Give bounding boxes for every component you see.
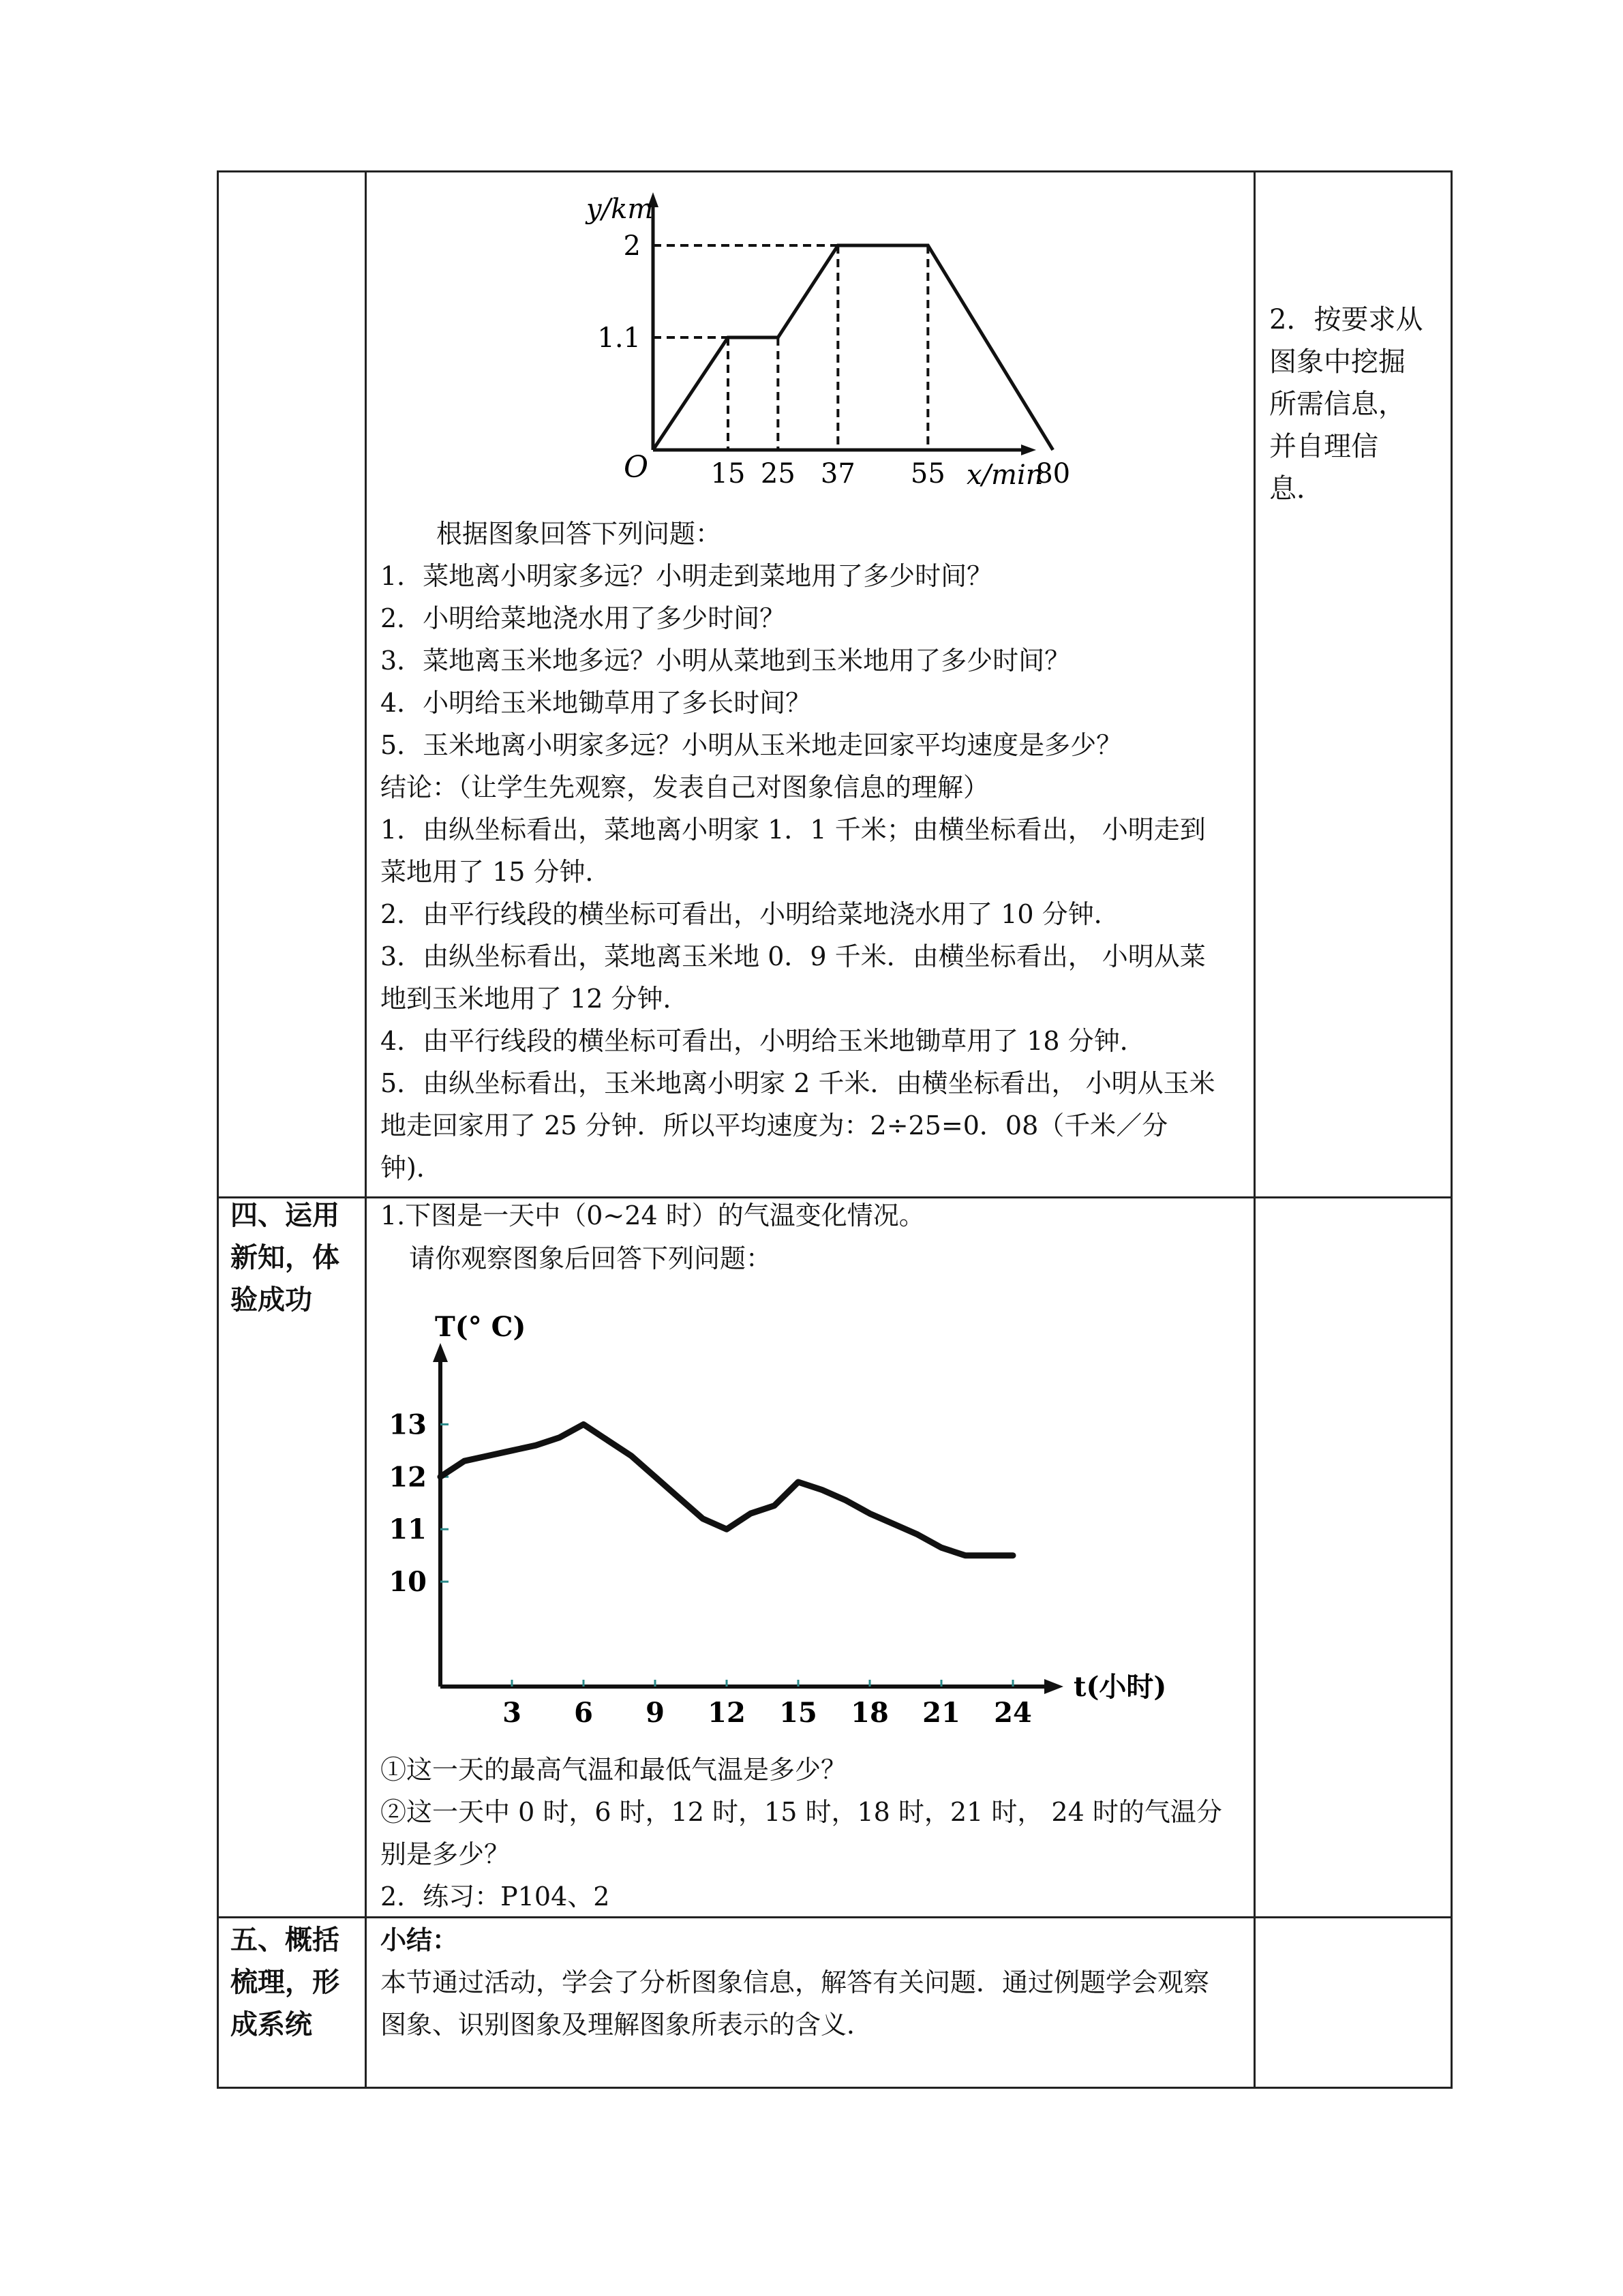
- temperature-chart: [389, 1295, 1207, 1732]
- col-border-left: [217, 170, 219, 2089]
- col-divider-1: [365, 170, 367, 2089]
- c1-x-tick-label: 25: [760, 458, 795, 489]
- c2-x-tick-label: 3: [502, 1697, 521, 1729]
- table-border-top: [217, 170, 1453, 172]
- answer-2: 2．由平行线段的横坐标可看出，小明给菜地浇水用了 10 分钟．: [380, 899, 1120, 929]
- c2-y-tick-label: 11: [389, 1513, 427, 1546]
- question-4: 4．小明给玉米地锄草用了多长时间？: [380, 688, 812, 718]
- summary-title: 小结：: [380, 1925, 459, 1955]
- practice-line: 2．练习：P104、2: [380, 1882, 610, 1912]
- c1-x-tick-label: 80: [1035, 458, 1071, 489]
- c2-y-label: T(° C): [435, 1311, 526, 1343]
- summary-text: 本节通过活动，学会了分析图象信息，解答有关问题．通过例题学会观察图象、识别图象及理解图象所表示的含义．: [380, 1967, 1210, 2040]
- c2-x-tick-label: 9: [646, 1697, 665, 1729]
- task-question-1: ①这一天的最高气温和最低气温是多少？: [380, 1755, 847, 1785]
- question-1: 1．菜地离小明家多远？小明走到菜地用了多少时间？: [380, 561, 993, 591]
- answer-5: 5．由纵坐标看出，玉米地离小明家 2 千米．由横坐标看出， 小明从玉米地走回家用了 25 分钟．所以平均速度为：2÷25=0．08（千米／分钟)．: [380, 1068, 1215, 1183]
- c1-x-axis-arrow: [1021, 444, 1036, 455]
- c1-x-tick-label: 15: [710, 458, 746, 489]
- answer-3: 3．由纵坐标看出，菜地离玉米地 0．9 千米．由横坐标看出， 小明从菜地到玉米地用了 12 分钟．: [380, 941, 1206, 1014]
- question-2: 2．小明给菜地浇水用了多少时间？: [380, 603, 786, 633]
- c2-temperature-line: [440, 1424, 1013, 1555]
- c2-x-tick-label: 18: [851, 1697, 889, 1729]
- c2-y-axis-arrow: [433, 1343, 448, 1362]
- c1-x-tick-label: 55: [910, 458, 945, 489]
- c1-x-tick-label: 37: [820, 458, 855, 489]
- c2-x-tick-label: 15: [779, 1697, 817, 1729]
- c2-y-tick-label: 10: [389, 1566, 427, 1599]
- col-border-right: [1451, 170, 1453, 2089]
- c1-x-label: x/min: [967, 459, 1044, 491]
- c2-x-tick-label: 12: [708, 1697, 746, 1729]
- task-question-2: ②这一天中 0 时，6 时，12 时，15 时，18 时，21 时， 24 时的气温分别是多少？: [380, 1797, 1222, 1869]
- c1-y-tick-label: 1.1: [597, 322, 641, 354]
- questions-intro: 根据图象回答下列问题：: [436, 519, 722, 549]
- c2-x-axis-arrow: [1044, 1679, 1063, 1694]
- task-line-1: 1.下图是一天中（0~24 时）的气温变化情况。: [380, 1200, 925, 1230]
- answer-1: 1．由纵坐标看出，菜地离小明家 1．1 千米；由横坐标看出， 小明走到菜地用了 15 分钟．: [380, 815, 1206, 887]
- question-5: 5．玉米地离小明家多远？小明从玉米地走回家平均速度是多少？: [380, 730, 1123, 760]
- c1-origin-label: O: [624, 450, 649, 485]
- c1-y-label: y/km: [586, 194, 654, 225]
- c1-distance-line: [653, 245, 1053, 450]
- c2-x-tick-label: 6: [574, 1697, 593, 1729]
- c2-x-tick-label: 21: [922, 1697, 960, 1729]
- c2-x-label: t(小时): [1074, 1671, 1167, 1703]
- distance-time-chart: [573, 184, 1077, 504]
- stage-label-5: 五、概括梳理，形成系统: [230, 1924, 339, 2040]
- c1-guides: [653, 245, 928, 450]
- c1-y-tick-label: 2: [623, 230, 641, 262]
- teacher-note: 2．按要求从图象中挖掘所需信息，并自理信息．: [1269, 304, 1423, 504]
- conclusion-title: 结论：（让学生先观察，发表自己对图象信息的理解）: [380, 772, 990, 802]
- c2-x-tick-label: 24: [994, 1697, 1032, 1729]
- answer-4: 4．由平行线段的横坐标可看出，小明给玉米地锄草用了 18 分钟．: [380, 1026, 1146, 1056]
- stage-label-4: 四、运用新知，体验成功: [230, 1200, 339, 1316]
- c2-y-tick-label: 12: [389, 1461, 427, 1494]
- question-3: 3．菜地离玉米地多远？小明从菜地到玉米地用了多少时间？: [380, 646, 1071, 676]
- col-divider-2: [1254, 170, 1256, 2089]
- c2-y-tick-label: 13: [389, 1408, 427, 1441]
- table-border-bottom: [217, 2087, 1453, 2089]
- task-line-2: 请你观察图象后回答下列问题：: [409, 1243, 772, 1273]
